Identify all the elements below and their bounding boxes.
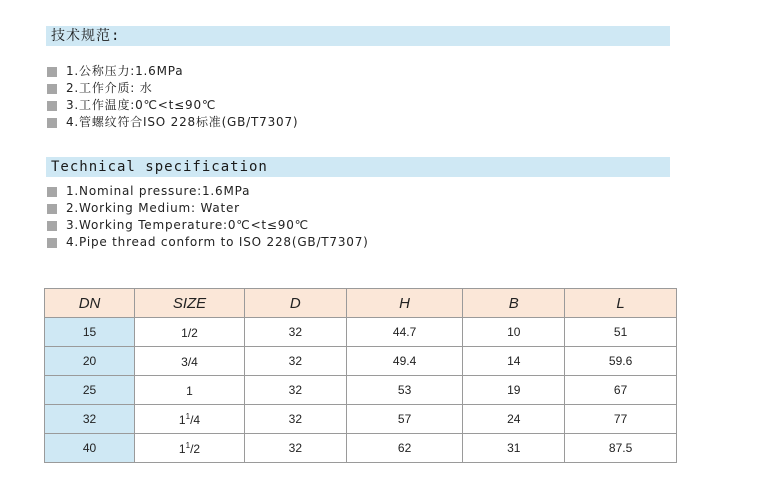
cell-dn: 32: [45, 405, 135, 434]
cn-section-title: 技术规范:: [46, 26, 670, 46]
cell-l: 77: [565, 405, 677, 434]
cell-h: 53: [346, 376, 463, 405]
cell-b: 10: [463, 318, 565, 347]
en-spec-item: [47, 217, 369, 234]
dimension-table: [44, 288, 677, 463]
cell-size: [135, 376, 245, 405]
header-dn: DN: [45, 289, 135, 318]
en-spec-text: 2.Working Medium: Water: [66, 201, 240, 215]
square-bullet-icon: [47, 84, 57, 94]
size-rest: 3/4: [181, 354, 198, 369]
en-spec-text: 1.Nominal pressure:1.6MPa: [66, 184, 251, 198]
cell-h: 49.4: [346, 347, 463, 376]
cell-size: [135, 318, 245, 347]
header-h: H: [346, 289, 463, 318]
table-row: [45, 347, 677, 376]
table-row: [45, 318, 677, 347]
cell-b: 14: [463, 347, 565, 376]
cell-size: [135, 405, 245, 434]
table-row: [45, 376, 677, 405]
size-rest: 1: [186, 383, 193, 398]
cn-spec-item: [47, 97, 298, 114]
cell-l: 87.5: [565, 434, 677, 463]
cell-d: 32: [244, 347, 346, 376]
square-bullet-icon: [47, 67, 57, 77]
table-header-row: [45, 289, 677, 318]
cn-spec-text: 3.工作温度:0℃<t≤90℃: [66, 98, 217, 112]
cell-l: 67: [565, 376, 677, 405]
square-bullet-icon: [47, 101, 57, 111]
size-rest: /4: [190, 412, 201, 427]
cell-dn: 25: [45, 376, 135, 405]
table-row: [45, 434, 677, 463]
cell-d: 32: [244, 434, 346, 463]
cell-d: 32: [244, 318, 346, 347]
square-bullet-icon: [47, 221, 57, 231]
cell-dn: 20: [45, 347, 135, 376]
en-spec-item: [47, 183, 369, 200]
cell-b: 19: [463, 376, 565, 405]
cn-spec-text: 1.公称压力:1.6MPa: [66, 64, 184, 78]
table-row: [45, 405, 677, 434]
cn-spec-text: 4.管螺纹符合ISO 228标准(GB/T7307): [66, 115, 299, 129]
cell-h: 57: [346, 405, 463, 434]
header-size: SIZE: [135, 289, 245, 318]
cell-b: 31: [463, 434, 565, 463]
cell-dn: 15: [45, 318, 135, 347]
cn-spec-list: [47, 63, 298, 131]
cell-l: 51: [565, 318, 677, 347]
cell-h: 44.7: [346, 318, 463, 347]
cell-d: 32: [244, 405, 346, 434]
en-spec-item: [47, 234, 369, 251]
size-numerator: 1: [185, 440, 191, 450]
header-l: L: [565, 289, 677, 318]
en-spec-item: [47, 200, 369, 217]
size-rest: 1/2: [181, 325, 198, 340]
en-spec-text: 3.Working Temperature:0℃<t≤90℃: [66, 218, 309, 232]
square-bullet-icon: [47, 118, 57, 128]
header-d: D: [244, 289, 346, 318]
cell-size: [135, 347, 245, 376]
size-whole: 1: [178, 412, 186, 427]
size-whole: 1: [178, 441, 186, 456]
square-bullet-icon: [47, 204, 57, 214]
cell-h: 62: [346, 434, 463, 463]
en-spec-list: [47, 183, 369, 251]
square-bullet-icon: [47, 238, 57, 248]
cell-b: 24: [463, 405, 565, 434]
cn-spec-text: 2.工作介质: 水: [66, 81, 153, 95]
cell-d: 32: [244, 376, 346, 405]
cell-size: [135, 434, 245, 463]
square-bullet-icon: [47, 187, 57, 197]
cn-spec-item: [47, 63, 298, 80]
en-spec-text: 4.Pipe thread conform to ISO 228(GB/T7307): [66, 235, 369, 249]
cell-dn: 40: [45, 434, 135, 463]
cn-spec-item: [47, 114, 298, 131]
cell-l: 59.6: [565, 347, 677, 376]
size-rest: /2: [190, 441, 201, 456]
header-b: B: [463, 289, 565, 318]
size-numerator: 1: [185, 411, 191, 421]
en-section-title: Technical specification: [46, 157, 670, 177]
cn-spec-item: [47, 80, 298, 97]
